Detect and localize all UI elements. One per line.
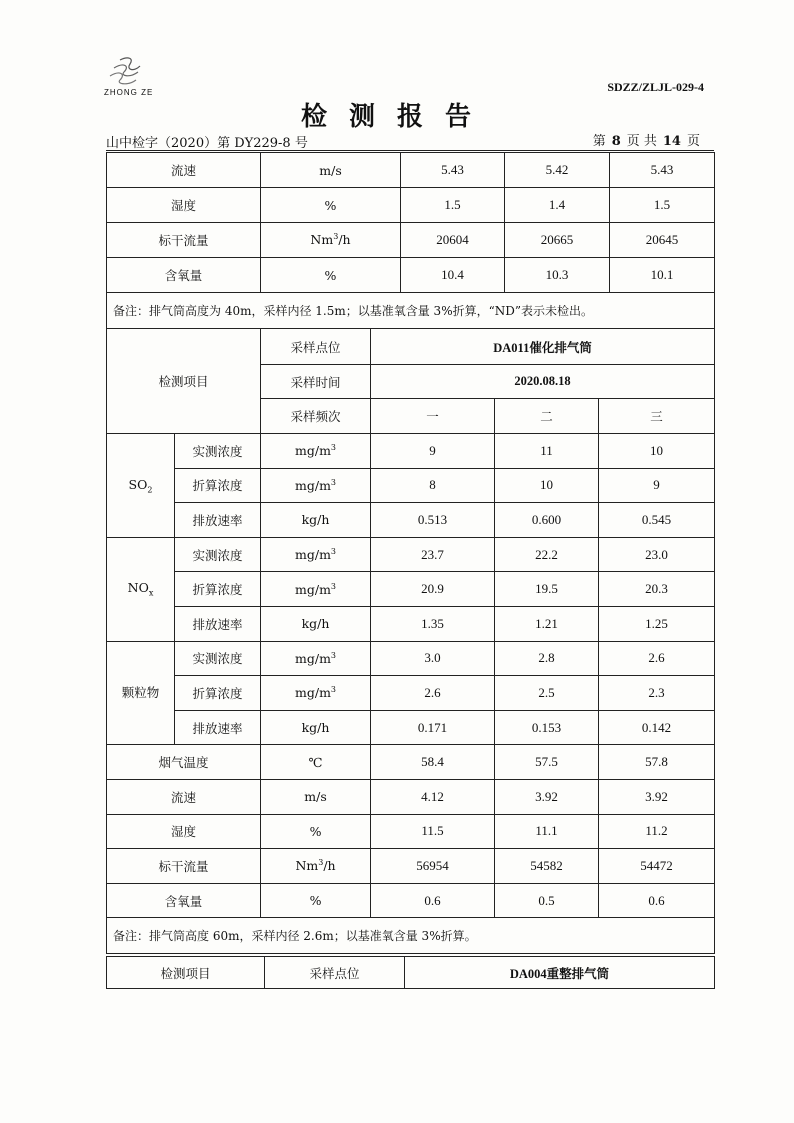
value-cell: 20.3 — [599, 572, 715, 607]
freq-1: 一 — [371, 399, 495, 434]
unit-base: mg/m — [295, 547, 331, 563]
value-cell: 56954 — [371, 849, 495, 884]
freq-2: 二 — [495, 399, 599, 434]
value-cell: 8 — [371, 468, 495, 503]
value-cell: 0.6 — [371, 883, 495, 918]
table-da011 — [106, 328, 715, 954]
row-label: 排放速率 — [175, 503, 261, 538]
page-title: 检测报告 — [300, 102, 493, 132]
value-cell: 5.42 — [505, 153, 610, 188]
table-row — [107, 676, 715, 711]
value-cell: 0.5 — [495, 883, 599, 918]
value-cell: 57.8 — [599, 745, 715, 780]
unit-base: Nm — [295, 858, 319, 874]
value-cell: 10 — [495, 468, 599, 503]
table-row — [107, 503, 715, 538]
unit-cell — [261, 849, 371, 884]
unit-base: mg/m — [295, 443, 331, 459]
row-label: 排放速率 — [175, 710, 261, 745]
row-label: 折算浓度 — [175, 676, 261, 711]
point-label: 采样点位 — [265, 957, 405, 989]
value-cell: 2.6 — [599, 641, 715, 676]
value-cell: 23.0 — [599, 537, 715, 572]
value-cell: 3.92 — [599, 779, 715, 814]
row-label: 实测浓度 — [175, 641, 261, 676]
value-cell: 1.35 — [371, 606, 495, 641]
table-row — [107, 883, 715, 918]
unit-base: mg/m — [295, 477, 331, 493]
row-label: 实测浓度 — [175, 537, 261, 572]
total-pages: 14 — [662, 134, 681, 149]
pollutant-sub: 2 — [147, 485, 153, 495]
table-row — [107, 434, 715, 469]
pollutant-name — [107, 434, 175, 538]
unit-cell — [261, 537, 371, 572]
value-cell: 1.4 — [505, 188, 610, 223]
point-label: 采样点位 — [261, 329, 371, 365]
value-cell: 9 — [371, 434, 495, 469]
report-number: 山中检字（2020）第 DY229-8 号 — [106, 136, 308, 151]
unit-cell — [261, 883, 371, 918]
value-cell: 57.5 — [495, 745, 599, 780]
value-cell: 20645 — [610, 223, 715, 258]
value-cell: 0.513 — [371, 503, 495, 538]
value-cell: 54472 — [599, 849, 715, 884]
unit-sup: 3 — [330, 477, 337, 487]
value-cell: 58.4 — [371, 745, 495, 780]
value-cell: 3.0 — [371, 641, 495, 676]
unit-tail: /h — [323, 858, 336, 874]
table-row — [107, 779, 715, 814]
row-label: 折算浓度 — [175, 572, 261, 607]
value-cell: 10.1 — [610, 258, 715, 293]
table-da004 — [106, 956, 715, 989]
unit-base: kg/h — [301, 512, 330, 528]
unit-sup: 3 — [330, 443, 337, 453]
pollutant-sub: x — [148, 588, 154, 598]
value-cell: 1.25 — [599, 606, 715, 641]
row-label: 流速 — [107, 779, 261, 814]
time-value: 2020.08.18 — [371, 365, 715, 399]
row-label: 含氧量 — [107, 258, 261, 293]
value-cell: 1.21 — [495, 606, 599, 641]
unit-cell — [261, 434, 371, 469]
value-cell: 0.153 — [495, 710, 599, 745]
row-label: 排放速率 — [175, 606, 261, 641]
value-cell: 0.600 — [495, 503, 599, 538]
row-label: 折算浓度 — [175, 468, 261, 503]
value-cell: 11 — [495, 434, 599, 469]
value-cell: 11.5 — [371, 814, 495, 849]
point-value: DA011催化排气筒 — [371, 329, 715, 365]
value-cell: 1.5 — [610, 188, 715, 223]
table-row — [107, 468, 715, 503]
value-cell: 23.7 — [371, 537, 495, 572]
unit-sup: 3 — [330, 650, 337, 660]
unit-base: kg/h — [301, 616, 330, 632]
document-code: SDZZ/ZLJL-029-4 — [607, 80, 704, 94]
unit-cell: m/s — [261, 153, 401, 188]
value-cell: 9 — [599, 468, 715, 503]
value-cell: 0.142 — [599, 710, 715, 745]
table-row — [107, 606, 715, 641]
header-rule — [106, 150, 714, 151]
row-label: 烟气温度 — [107, 745, 261, 780]
pollutant-name — [107, 537, 175, 641]
unit-sup: 3 — [333, 232, 339, 242]
value-cell: 2.8 — [495, 641, 599, 676]
unit-base: m/s — [304, 789, 327, 805]
value-cell: 19.5 — [495, 572, 599, 607]
table-row — [107, 537, 715, 572]
unit-base: ℃ — [308, 754, 323, 770]
unit-cell — [261, 223, 401, 258]
table-row — [107, 153, 715, 188]
unit-cell — [261, 606, 371, 641]
value-cell: 2.3 — [599, 676, 715, 711]
unit-cell — [261, 468, 371, 503]
point-value: DA004重整排气筒 — [405, 957, 715, 989]
table-row — [107, 188, 715, 223]
pollutant-base: 颗粒物 — [121, 685, 160, 701]
value-cell: 20665 — [505, 223, 610, 258]
unit-cell — [261, 779, 371, 814]
unit-cell — [261, 503, 371, 538]
row-label: 湿度 — [107, 814, 261, 849]
unit-cell: % — [261, 258, 401, 293]
row-label: 含氧量 — [107, 883, 261, 918]
page-indicator: 第 8 页 共 14 页 — [592, 134, 700, 149]
value-cell: 0.6 — [599, 883, 715, 918]
unit-sup: 3 — [318, 858, 324, 868]
unit-cell — [261, 745, 371, 780]
unit-cell — [261, 676, 371, 711]
unit-base: mg/m — [295, 685, 331, 701]
table-row — [107, 814, 715, 849]
item-label: 检测项目 — [107, 957, 265, 989]
unit-cell — [261, 814, 371, 849]
current-page: 8 — [611, 134, 621, 149]
value-cell: 4.12 — [371, 779, 495, 814]
note-text: 备注：排气筒高度为 40m，采样内径 1.5m；以基准氧含量 3%折算，“ND”表示未检出。 — [107, 293, 715, 329]
row-label: 湿度 — [107, 188, 261, 223]
value-cell: 22.2 — [495, 537, 599, 572]
unit-base: % — [309, 893, 322, 909]
unit-base: mg/m — [295, 581, 331, 597]
row-label: 实测浓度 — [175, 434, 261, 469]
row-label: 标干流量 — [107, 849, 261, 884]
note-text: 备注：排气筒高度 60m，采样内径 2.6m；以基准氧含量 3%折算。 — [107, 918, 715, 954]
table-row — [107, 849, 715, 884]
time-label: 采样时间 — [261, 365, 371, 399]
unit-sup: 3 — [330, 581, 337, 591]
value-cell: 3.92 — [495, 779, 599, 814]
table-row — [107, 223, 715, 258]
value-cell: 11.1 — [495, 814, 599, 849]
value-cell: 11.2 — [599, 814, 715, 849]
value-cell: 2.5 — [495, 676, 599, 711]
value-cell: 1.5 — [401, 188, 505, 223]
table-row — [107, 572, 715, 607]
value-cell: 5.43 — [610, 153, 715, 188]
table-row — [107, 258, 715, 293]
unit-cell — [261, 641, 371, 676]
value-cell: 0.171 — [371, 710, 495, 745]
value-cell: 10.3 — [505, 258, 610, 293]
value-cell: 10 — [599, 434, 715, 469]
value-cell: 20604 — [401, 223, 505, 258]
pollutant-base: NO — [127, 580, 149, 596]
value-cell: 2.6 — [371, 676, 495, 711]
unit-cell — [261, 710, 371, 745]
freq-3: 三 — [599, 399, 715, 434]
value-cell: 5.43 — [401, 153, 505, 188]
unit-cell: % — [261, 188, 401, 223]
table-da-continued — [106, 152, 715, 329]
logo-text: ZHONG ZE — [104, 88, 154, 97]
pollutant-name — [107, 641, 175, 745]
item-label: 检测项目 — [107, 329, 261, 434]
table-row — [107, 745, 715, 780]
value-cell: 20.9 — [371, 572, 495, 607]
pollutant-base: SO — [128, 476, 148, 492]
row-label: 流速 — [107, 153, 261, 188]
unit-base: Nm — [310, 232, 334, 248]
unit-base: % — [309, 823, 322, 839]
unit-base: mg/m — [295, 650, 331, 666]
unit-cell — [261, 572, 371, 607]
freq-label: 采样频次 — [261, 399, 371, 434]
table-row — [107, 710, 715, 745]
row-label: 标干流量 — [107, 223, 261, 258]
value-cell: 0.545 — [599, 503, 715, 538]
unit-base: kg/h — [301, 720, 330, 736]
value-cell: 10.4 — [401, 258, 505, 293]
unit-sup: 3 — [330, 547, 337, 556]
unit-tail: /h — [338, 232, 351, 248]
unit-sup: 3 — [330, 685, 337, 695]
table-row — [107, 641, 715, 676]
value-cell: 54582 — [495, 849, 599, 884]
